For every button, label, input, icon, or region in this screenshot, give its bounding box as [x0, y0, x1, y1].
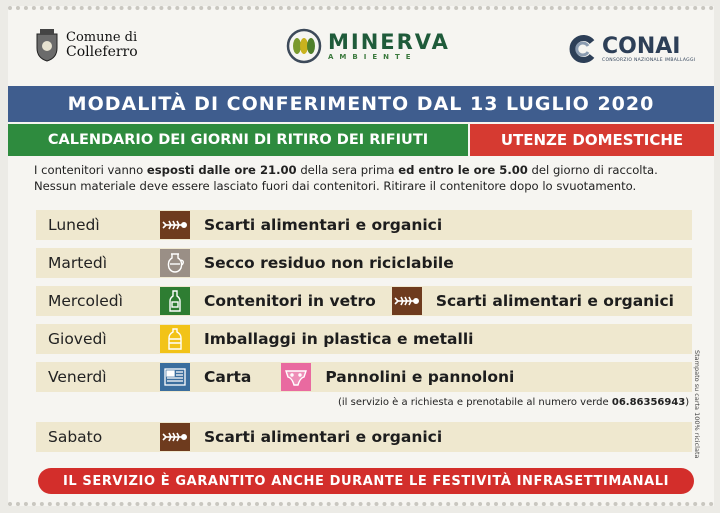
- day-label: Venerdì: [48, 368, 107, 386]
- fish-bone-icon: [160, 211, 190, 239]
- comune-logo: [34, 28, 138, 62]
- row-sabato: [36, 422, 692, 452]
- intro-l1a: I contenitori vanno: [34, 163, 147, 177]
- waste-label: Contenitori in vetro: [204, 292, 376, 310]
- conai-sub: CONSORZIO NAZIONALE IMBALLAGGI: [602, 57, 696, 63]
- header: [8, 10, 714, 82]
- toll-free-number: 06.86356943: [611, 397, 686, 408]
- crest-icon: [34, 28, 60, 62]
- utenze-subtitle: UTENZE DOMESTICHE: [470, 124, 714, 156]
- row-martedi: [36, 248, 692, 278]
- intro-text: [34, 162, 704, 194]
- waste-label: Carta: [204, 368, 252, 386]
- comune-line2: Colleferro: [66, 44, 138, 60]
- minerva-sub: AMBIENTE: [328, 53, 417, 61]
- title-bar: MODALITÀ DI CONFERIMENTO DAL 13 LUGLIO 2020: [8, 86, 714, 122]
- waste-label: Imballaggi in plastica e metalli: [204, 330, 474, 348]
- conai-logo: [568, 34, 695, 64]
- waste-label: Scarti alimentari e organici: [204, 216, 443, 234]
- waste-label: Scarti alimentari e organici: [435, 292, 674, 310]
- footer-banner: IL SERVIZIO È GARANTITO ANCHE DURANTE LE FESTIVITÀ INFRASETTIMANALI: [38, 468, 694, 494]
- note-text: (il servizio è a richiesta e prenotabile al numero verde: [338, 397, 612, 408]
- row-venerdi: [36, 362, 692, 392]
- note-end: ): [685, 397, 690, 408]
- day-label: Sabato: [48, 428, 103, 446]
- day-label: Mercoledì: [48, 292, 123, 310]
- bottle-icon: [160, 287, 190, 315]
- row-lunedi: [36, 210, 692, 240]
- fish-bone-icon: [392, 287, 422, 315]
- intro-line1: [34, 162, 704, 178]
- minerva-name: MINERVA: [328, 30, 450, 54]
- vase-icon: [160, 249, 190, 277]
- intro-line2: Nessun materiale deve essere lasciato fuori dai contenitori. Ritirare il contenitore dopo lo svuotamento.: [34, 179, 637, 193]
- calendar-subtitle: CALENDARIO DEI GIORNI DI RITIRO DEI RIFIUTI: [8, 124, 468, 156]
- intro-l1b: esposti dalle ore 21.00: [146, 163, 297, 177]
- flyer-page: [8, 6, 714, 506]
- minerva-logo: [286, 28, 450, 64]
- row-giovedi: [36, 324, 692, 354]
- intro-l1e: del giorno di raccolta.: [527, 163, 658, 177]
- row-mercoledi: [36, 286, 692, 316]
- comune-line1: Comune di: [66, 30, 138, 45]
- diaper-icon: [281, 363, 311, 391]
- waste-label: Secco residuo non riciclabile: [204, 254, 454, 272]
- waste-label: Scarti alimentari e organici: [204, 428, 443, 446]
- day-label: Lunedì: [48, 216, 100, 234]
- intro-l1c: della sera prima: [296, 163, 399, 177]
- day-label: Giovedì: [48, 330, 107, 348]
- newspaper-icon: [160, 363, 190, 391]
- day-label: Martedì: [48, 254, 108, 272]
- recycled-paper-note: Stampato su carta 100% riciclata: [693, 350, 701, 459]
- pannolini-note: [338, 397, 689, 408]
- conai-swirl-icon: [568, 34, 598, 64]
- conai-name: CONAI: [602, 33, 681, 59]
- intro-l1d: ed entro le ore 5.00: [398, 163, 528, 177]
- fish-bone-icon: [160, 423, 190, 451]
- leaf-circle-icon: [286, 28, 322, 64]
- plastic-bottle-icon: [160, 325, 190, 353]
- waste-label: Pannolini e pannoloni: [325, 368, 515, 386]
